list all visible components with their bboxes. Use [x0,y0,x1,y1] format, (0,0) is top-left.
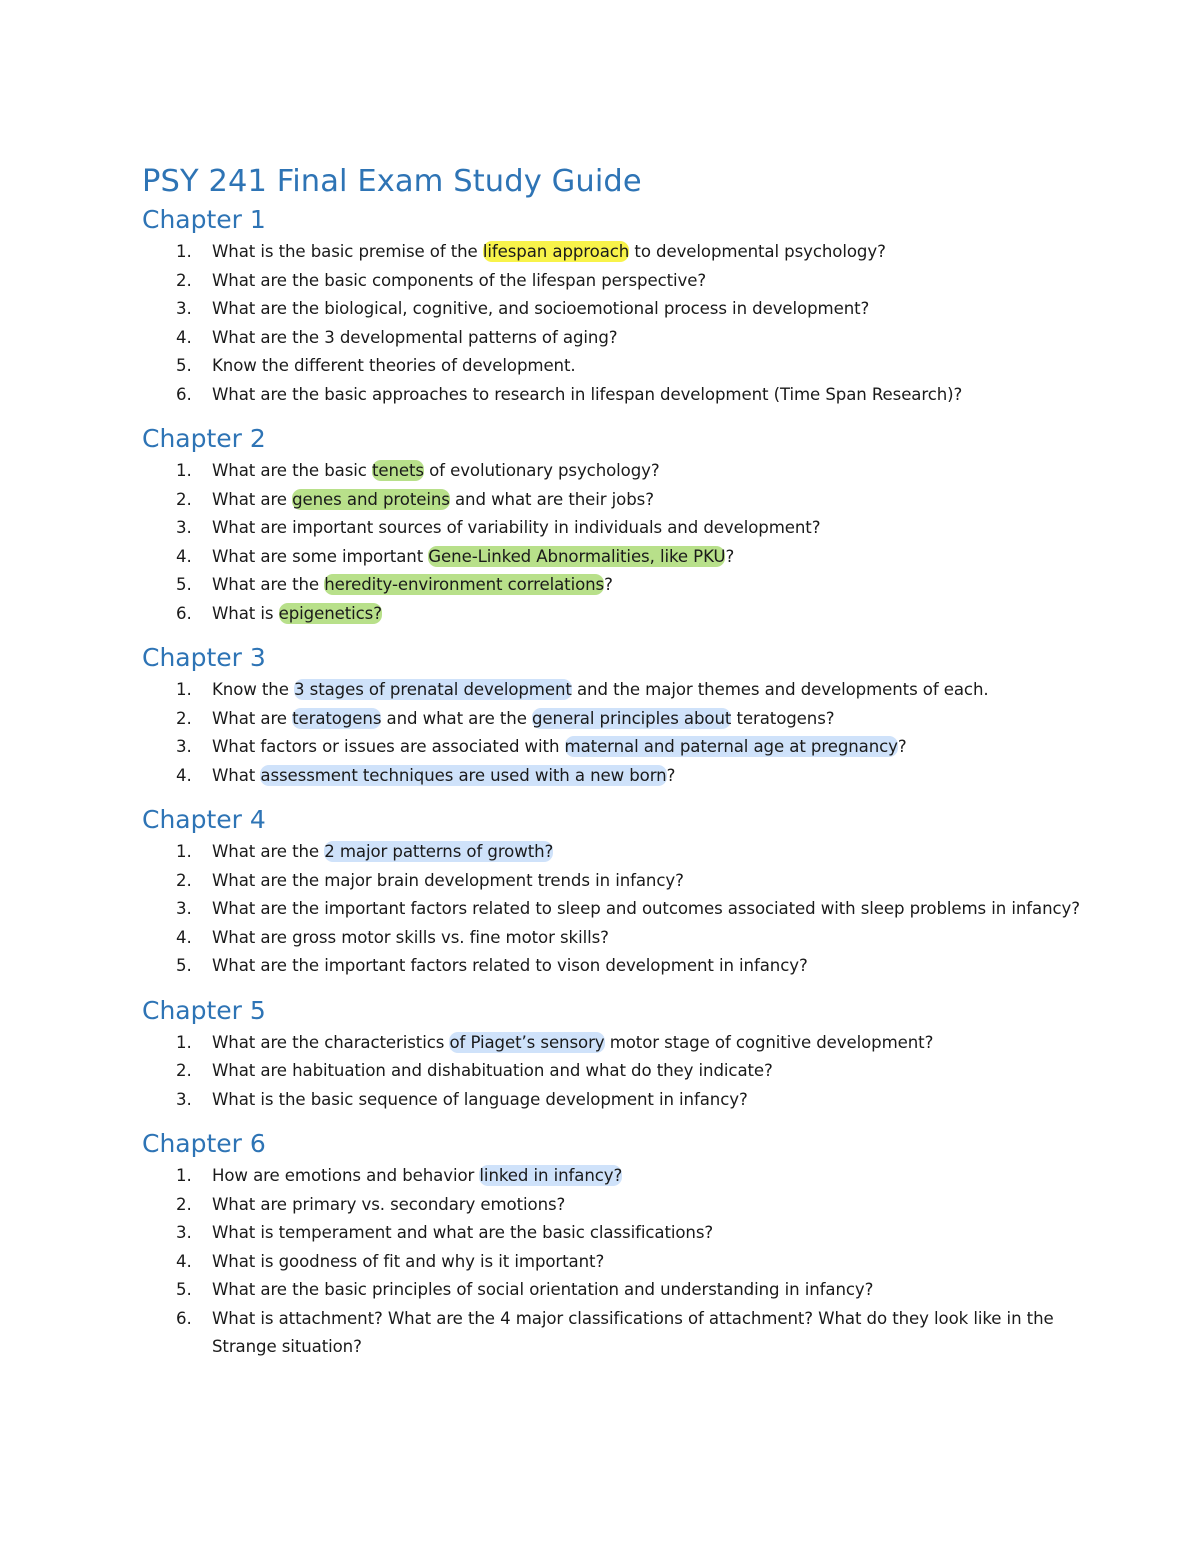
question-item [142,705,1082,734]
question-text: Know the different theories of development. [212,356,576,375]
question-text: What are [212,708,293,728]
question-list [142,457,1082,628]
chapters-container [142,202,1082,1362]
question-item [142,733,1082,762]
question-item [142,1057,1082,1086]
page-title: PSY 241 Final Exam Study Guide [142,164,642,199]
highlighted-text: tenets [371,461,424,480]
question-item [142,324,1082,353]
chapter-heading: Chapter 2 [142,424,266,453]
question-number: 2. [176,1061,192,1080]
highlighted-text: maternal and paternal age at pregnancy [564,737,898,756]
question-text: ? [604,575,613,594]
chapter-heading: Chapter 1 [142,205,266,234]
question-number: 5. [176,356,192,375]
question-item [142,543,1082,572]
question-text: What are the biological, cognitive, and socioemotional process in development? [212,299,870,318]
question-number: 1. [176,461,192,480]
highlighted-text: 2 major patterns of growth? [324,842,554,861]
question-item [142,1305,1082,1362]
chapter-section [142,1126,1082,1362]
highlighted-text: assessment techniques are used with a new born [260,765,667,785]
question-text: What is goodness of fit and why is it important? [212,1251,605,1271]
question-number: 3. [176,518,192,537]
question-text: What are some important [212,546,429,566]
question-item [142,1029,1082,1058]
chapter-heading: Chapter 6 [142,1129,266,1158]
chapter-heading: Chapter 3 [142,643,266,672]
question-number: 4. [176,765,192,785]
question-number: 3. [176,299,192,318]
question-number: 5. [176,575,192,594]
question-text: ? [666,765,676,785]
question-text: Know the [212,680,295,699]
question-text: What is temperament and what are the basic classifications? [212,1223,714,1242]
question-text: ? [725,546,735,566]
chapter-section [142,421,1082,628]
question-text: What are important sources of variability in individuals and development? [212,518,821,537]
question-text: and the major themes and developments of each. [571,680,989,699]
question-number: 3. [176,1089,192,1109]
highlighted-text: Gene-Linked Abnormalities, like PKU [428,546,726,566]
question-number: 3. [176,737,192,756]
question-list [142,676,1082,790]
question-number: 2. [176,870,192,890]
question-text: What is attachment? What are the 4 major classifications of attachment? What do they look like in the Strange situation? [212,1308,1054,1356]
document-page [142,162,1082,1374]
question-item [142,1248,1082,1277]
chapter-section [142,640,1082,790]
question-item [142,514,1082,543]
chapter-heading: Chapter 4 [142,805,266,834]
question-text: What are the basic principles of social orientation and understanding in infancy? [212,1280,874,1299]
highlighted-text: of Piaget’s sensory [449,1032,605,1052]
question-number: 1. [176,242,192,261]
question-text: How are emotions and behavior [212,1166,480,1185]
question-number: 1. [176,1032,192,1052]
question-text: ? [897,737,907,756]
question-text: What factors or issues are associated with [212,737,565,756]
highlighted-text: heredity-environment correlations [324,575,605,594]
question-number: 5. [176,956,192,975]
question-item [142,838,1082,867]
question-item [142,924,1082,953]
question-text: What are [212,489,293,509]
question-number: 5. [176,1280,192,1299]
question-text: teratogens? [731,708,835,728]
question-text: What are gross motor skills vs. fine motor skills? [212,927,609,947]
highlighted-text: linked in infancy? [479,1166,623,1185]
highlighted-text: 3 stages of prenatal development [294,680,572,699]
question-number: 2. [176,1194,192,1214]
question-item [142,457,1082,486]
question-text: What are the 3 developmental patterns of aging? [212,327,618,347]
question-list [142,1029,1082,1115]
question-text: What is the basic sequence of language development in infancy? [212,1089,748,1109]
question-number: 2. [176,270,192,290]
question-text: What are habituation and dishabituation and what do they indicate? [212,1061,773,1080]
question-item [142,1191,1082,1220]
question-item [142,952,1082,981]
question-number: 3. [176,1223,192,1242]
question-list [142,838,1082,981]
highlighted-text: genes and proteins [292,489,450,509]
question-text: and what are their jobs? [449,489,654,509]
question-text: What is [212,603,279,623]
question-list [142,238,1082,409]
question-item [142,867,1082,896]
chapter-section [142,993,1082,1115]
question-text: What are the characteristics [212,1032,450,1052]
chapter-heading: Chapter 5 [142,995,266,1025]
question-text: What are the important factors related to sleep and outcomes associated with sleep problems in infancy? [212,899,1080,918]
question-number: 2. [176,489,192,509]
question-number: 2. [176,708,192,728]
question-text: What are the basic [212,461,372,480]
highlighted-text: general principles about [532,708,732,728]
question-item [142,1276,1082,1305]
question-item [142,486,1082,515]
chapter-section [142,802,1082,981]
question-item [142,895,1082,924]
question-text: of evolutionary psychology? [423,461,660,480]
question-text: and what are the [381,708,532,728]
question-text: What are the [212,842,325,861]
question-item [142,238,1082,267]
question-text: What are the [212,575,325,594]
question-text: What are the basic approaches to research in lifespan development (Time Span Research)? [212,384,963,404]
question-number: 4. [176,1251,192,1271]
question-text: motor stage of cognitive development? [604,1032,934,1052]
question-number: 1. [176,1166,192,1185]
question-number: 4. [176,927,192,947]
highlighted-text: epigenetics? [278,603,382,623]
question-item [142,571,1082,600]
question-text: What are the important factors related to vison development in infancy? [212,956,808,975]
question-text: to developmental psychology? [629,242,886,261]
question-number: 3. [176,899,192,918]
question-item [142,676,1082,705]
question-item [142,1086,1082,1115]
question-item [142,762,1082,791]
question-number: 6. [176,603,192,623]
question-list [142,1162,1082,1362]
question-item [142,295,1082,324]
question-item [142,600,1082,629]
question-item [142,352,1082,381]
highlighted-text: lifespan approach [482,242,630,261]
highlighted-text: teratogens [292,708,382,728]
question-number: 6. [176,384,192,404]
question-text: What are primary vs. secondary emotions? [212,1194,566,1214]
question-text: What is the basic premise of the [212,242,483,261]
question-text: What are the basic components of the lifespan perspective? [212,270,707,290]
question-text: What are the major brain development trends in infancy? [212,870,684,890]
question-item [142,1162,1082,1191]
question-item [142,381,1082,410]
question-number: 4. [176,546,192,566]
chapter-section [142,202,1082,409]
question-item [142,267,1082,296]
question-item [142,1219,1082,1248]
question-text: What [212,765,261,785]
question-number: 6. [176,1308,192,1328]
question-number: 1. [176,842,192,861]
question-number: 1. [176,680,192,699]
question-number: 4. [176,327,192,347]
